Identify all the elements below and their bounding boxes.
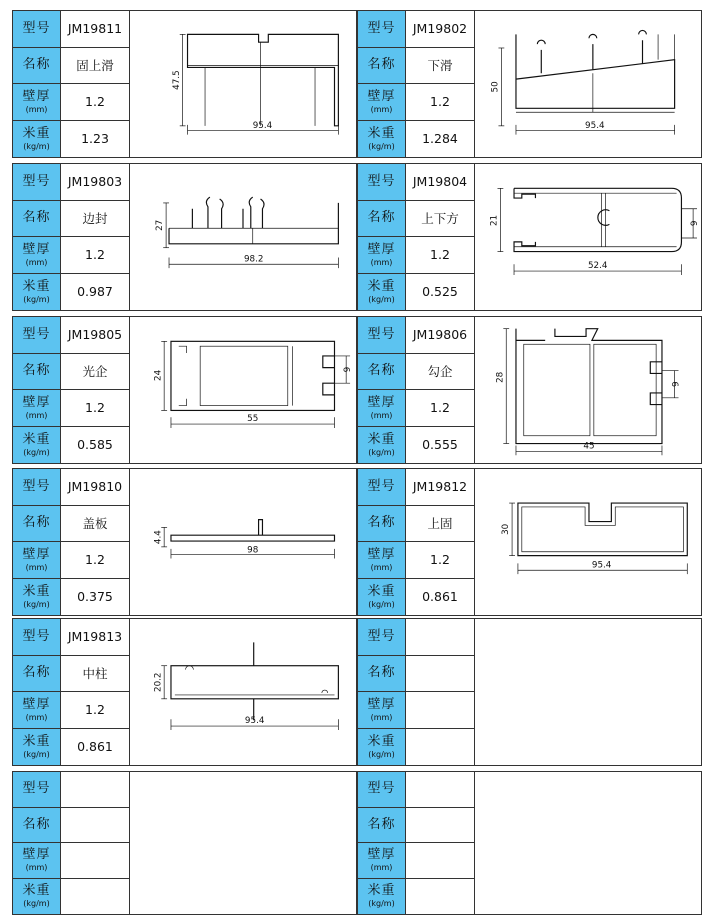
name-value-cell	[406, 48, 474, 85]
dimension-label: 98.2	[243, 254, 264, 265]
weight-value-cell	[406, 579, 474, 616]
value-column	[61, 164, 130, 310]
weight-unit: (kg/m)	[368, 599, 395, 609]
model-value: JM19810	[67, 479, 123, 495]
value-column	[406, 772, 475, 914]
model-value-cell	[61, 619, 129, 656]
model-label: 型号	[367, 478, 396, 494]
thickness-label-cell	[358, 843, 405, 879]
thickness-label-cell	[358, 237, 405, 274]
model-label-cell	[358, 772, 405, 808]
profile-cross-section	[130, 11, 356, 157]
profile-drawing	[475, 317, 701, 463]
thickness-label: 壁厚	[367, 847, 396, 863]
weight-label-cell	[358, 427, 405, 464]
thickness-value: 1.2	[430, 400, 450, 416]
model-label-cell	[358, 469, 405, 506]
profile-card-6	[357, 316, 702, 464]
model-value-cell	[61, 469, 129, 506]
value-column	[406, 164, 475, 310]
weight-value-cell	[61, 579, 129, 616]
name-label-cell	[358, 808, 405, 844]
weight-value: 0.525	[422, 284, 458, 300]
thickness-label: 壁厚	[22, 847, 51, 863]
weight-unit: (kg/m)	[23, 899, 50, 909]
thickness-value-cell	[61, 390, 129, 427]
profile-cross-section	[130, 469, 356, 615]
profile-drawing	[130, 619, 356, 765]
thickness-value-cell	[61, 843, 129, 879]
model-value: JM19813	[67, 629, 123, 645]
name-label-cell	[13, 656, 60, 693]
label-column	[358, 11, 406, 157]
weight-label: 米重	[22, 278, 51, 294]
thickness-unit: (mm)	[370, 863, 393, 873]
model-label: 型号	[367, 628, 396, 644]
dimension-label: 4.4	[153, 530, 164, 545]
dimension-label: 98	[247, 545, 259, 556]
profile-drawing	[475, 619, 701, 765]
weight-value-cell	[61, 274, 129, 311]
thickness-label-cell	[358, 692, 405, 729]
thickness-value-cell	[406, 390, 474, 427]
name-label: 名称	[367, 363, 396, 379]
label-column	[13, 11, 61, 157]
model-value-cell	[406, 772, 474, 808]
value-column	[61, 11, 130, 157]
thickness-unit: (mm)	[370, 104, 393, 114]
name-label-cell	[13, 506, 60, 543]
thickness-label-cell	[13, 84, 60, 121]
model-label-cell	[358, 11, 405, 48]
name-label-cell	[358, 201, 405, 238]
thickness-label-cell	[358, 84, 405, 121]
name-label-cell	[13, 354, 60, 391]
weight-label-cell	[13, 579, 60, 616]
model-label: 型号	[367, 781, 396, 797]
dimension-label: 47.5	[171, 70, 182, 90]
weight-label-cell	[13, 879, 60, 915]
dimension-label: 28	[495, 371, 506, 383]
model-value-cell	[406, 11, 474, 48]
name-value: 固上滑	[76, 58, 114, 74]
profile-card-4	[357, 163, 702, 311]
thickness-label: 壁厚	[367, 546, 396, 562]
profile-drawing	[130, 317, 356, 463]
name-value-cell	[406, 506, 474, 543]
model-value: JM19812	[412, 479, 468, 495]
thickness-label: 壁厚	[22, 88, 51, 104]
weight-unit: (kg/m)	[23, 599, 50, 609]
model-value-cell	[406, 164, 474, 201]
name-label: 名称	[367, 210, 396, 226]
dimension-label: 9	[343, 366, 354, 373]
thickness-value-cell	[61, 692, 129, 729]
weight-label: 米重	[367, 883, 396, 899]
name-label: 名称	[22, 816, 51, 832]
thickness-value-cell	[61, 542, 129, 579]
name-value-cell	[61, 808, 129, 844]
dimension-label: 95.4	[585, 120, 605, 131]
weight-label: 米重	[22, 125, 51, 141]
model-label-cell	[13, 469, 60, 506]
thickness-unit: (mm)	[25, 562, 48, 572]
thickness-value-cell	[406, 84, 474, 121]
profile-card-5	[12, 316, 357, 464]
thickness-label: 壁厚	[367, 394, 396, 410]
model-value-cell	[61, 11, 129, 48]
dimension-label: 95.4	[591, 560, 612, 571]
name-label: 名称	[22, 363, 51, 379]
model-value: JM19803	[67, 174, 123, 190]
weight-label-cell	[13, 729, 60, 766]
profile-cross-section	[475, 469, 701, 615]
thickness-value-cell	[406, 843, 474, 879]
thickness-label: 壁厚	[367, 696, 396, 712]
weight-unit: (kg/m)	[368, 899, 395, 909]
weight-value: 1.23	[81, 131, 109, 147]
name-label: 名称	[367, 665, 396, 681]
thickness-label-cell	[13, 692, 60, 729]
value-column	[406, 619, 475, 765]
weight-label: 米重	[367, 278, 396, 294]
thickness-label-cell	[13, 843, 60, 879]
model-value: JM19802	[412, 21, 468, 37]
weight-value-cell	[406, 729, 474, 766]
model-value: JM19811	[67, 21, 123, 37]
thickness-unit: (mm)	[370, 257, 393, 267]
thickness-value-cell	[61, 237, 129, 274]
label-column	[358, 619, 406, 765]
name-value-cell	[61, 48, 129, 85]
weight-label-cell	[13, 121, 60, 158]
thickness-value: 1.2	[85, 400, 105, 416]
profile-cross-section	[130, 164, 356, 310]
model-label: 型号	[22, 20, 51, 36]
weight-value: 0.585	[77, 437, 113, 453]
thickness-unit: (mm)	[370, 410, 393, 420]
thickness-value-cell	[406, 542, 474, 579]
value-column	[61, 772, 130, 914]
dimension-label: 24	[153, 369, 164, 381]
name-value: 下滑	[427, 58, 453, 74]
weight-label: 米重	[22, 733, 51, 749]
dimension-label: 9	[671, 381, 682, 387]
name-value: 上固	[427, 516, 453, 532]
profile-cross-section	[130, 619, 356, 765]
name-label-cell	[358, 354, 405, 391]
label-column	[13, 164, 61, 310]
label-column	[13, 317, 61, 463]
model-label: 型号	[22, 628, 51, 644]
profile-drawing	[475, 772, 701, 914]
name-value: 中柱	[82, 666, 108, 682]
weight-label: 米重	[367, 733, 396, 749]
profile-drawing	[475, 11, 701, 157]
thickness-value: 1.2	[430, 247, 450, 263]
name-value: 盖板	[82, 516, 108, 532]
name-value: 上下方	[421, 211, 459, 227]
weight-label: 米重	[22, 883, 51, 899]
model-value-cell	[61, 317, 129, 354]
model-value: JM19804	[412, 174, 468, 190]
thickness-label: 壁厚	[22, 394, 51, 410]
dimension-label: 95.4	[244, 716, 265, 727]
profile-card-8	[357, 468, 702, 616]
name-value: 勾企	[427, 364, 453, 380]
weight-value: 0.861	[422, 589, 458, 605]
weight-value: 1.284	[422, 131, 458, 147]
model-label: 型号	[22, 326, 51, 342]
thickness-value: 1.2	[85, 552, 105, 568]
profile-card-7	[12, 468, 357, 616]
name-value-cell	[406, 201, 474, 238]
name-value-cell	[406, 808, 474, 844]
value-column	[61, 469, 130, 615]
model-label-cell	[13, 11, 60, 48]
name-value-cell	[61, 354, 129, 391]
name-value-cell	[406, 354, 474, 391]
model-value: JM19805	[67, 327, 123, 343]
name-label-cell	[13, 201, 60, 238]
weight-unit: (kg/m)	[368, 447, 395, 457]
profile-card-2	[357, 10, 702, 158]
weight-value: 0.375	[77, 589, 113, 605]
model-value-cell	[406, 619, 474, 656]
thickness-unit: (mm)	[25, 104, 48, 114]
model-value-cell	[61, 164, 129, 201]
profile-cross-section	[475, 11, 701, 157]
value-column	[61, 317, 130, 463]
dimension-label: 9	[690, 220, 701, 227]
weight-value: 0.555	[422, 437, 458, 453]
weight-value-cell	[406, 879, 474, 915]
weight-unit: (kg/m)	[23, 294, 50, 304]
dimension-label: 27	[155, 219, 166, 231]
thickness-unit: (mm)	[370, 562, 393, 572]
label-column	[13, 469, 61, 615]
weight-label-cell	[358, 579, 405, 616]
weight-label: 米重	[22, 431, 51, 447]
thickness-unit: (mm)	[25, 712, 48, 722]
thickness-label: 壁厚	[367, 241, 396, 257]
thickness-value: 1.2	[430, 552, 450, 568]
dimension-label: 21	[489, 214, 500, 227]
thickness-label-cell	[13, 542, 60, 579]
label-column	[13, 772, 61, 914]
model-label: 型号	[22, 173, 51, 189]
profile-cross-section	[475, 317, 701, 463]
thickness-unit: (mm)	[25, 863, 48, 873]
name-label-cell	[358, 506, 405, 543]
name-label: 名称	[367, 515, 396, 531]
name-label-cell	[358, 656, 405, 693]
profile-drawing	[130, 469, 356, 615]
weight-label-cell	[13, 427, 60, 464]
dimension-label: 20.2	[153, 672, 164, 693]
weight-unit: (kg/m)	[368, 749, 395, 759]
weight-unit: (kg/m)	[368, 141, 395, 151]
profile-card-10	[357, 618, 702, 766]
model-label: 型号	[367, 20, 396, 36]
thickness-label-cell	[358, 542, 405, 579]
name-label-cell	[13, 808, 60, 844]
name-label: 名称	[22, 665, 51, 681]
weight-label-cell	[358, 729, 405, 766]
name-value: 光企	[82, 364, 108, 380]
weight-label-cell	[358, 274, 405, 311]
thickness-unit: (mm)	[25, 410, 48, 420]
name-value-cell	[406, 656, 474, 693]
dimension-label: 45	[583, 441, 595, 452]
dimension-label: 52.4	[587, 261, 608, 272]
model-label: 型号	[367, 326, 396, 342]
label-column	[358, 469, 406, 615]
value-column	[406, 11, 475, 157]
weight-value-cell	[61, 729, 129, 766]
name-label: 名称	[22, 515, 51, 531]
weight-label-cell	[358, 121, 405, 158]
thickness-unit: (mm)	[25, 257, 48, 267]
model-label-cell	[13, 772, 60, 808]
model-label-cell	[13, 164, 60, 201]
name-label: 名称	[367, 57, 396, 73]
weight-value-cell	[61, 879, 129, 915]
weight-value-cell	[406, 274, 474, 311]
dimension-label: 55	[247, 414, 259, 425]
thickness-label: 壁厚	[22, 696, 51, 712]
thickness-label-cell	[358, 390, 405, 427]
name-value-cell	[61, 506, 129, 543]
weight-label: 米重	[367, 431, 396, 447]
weight-label-cell	[358, 879, 405, 915]
weight-label-cell	[13, 274, 60, 311]
thickness-label-cell	[13, 390, 60, 427]
label-column	[358, 164, 406, 310]
profile-cross-section	[130, 317, 356, 463]
weight-unit: (kg/m)	[23, 141, 50, 151]
model-value-cell	[406, 317, 474, 354]
weight-value: 0.987	[77, 284, 113, 300]
thickness-value: 1.2	[85, 702, 105, 718]
profile-drawing	[130, 772, 356, 914]
thickness-value: 1.2	[85, 94, 105, 110]
weight-unit: (kg/m)	[368, 294, 395, 304]
model-label: 型号	[367, 173, 396, 189]
dimension-label: 50	[490, 81, 501, 93]
profile-drawing	[130, 164, 356, 310]
thickness-value: 1.2	[85, 247, 105, 263]
thickness-value-cell	[406, 237, 474, 274]
value-column	[61, 619, 130, 765]
thickness-value-cell	[406, 692, 474, 729]
model-label-cell	[358, 317, 405, 354]
weight-value-cell	[406, 121, 474, 158]
thickness-label: 壁厚	[22, 241, 51, 257]
weight-label: 米重	[367, 125, 396, 141]
weight-unit: (kg/m)	[23, 749, 50, 759]
name-label-cell	[13, 48, 60, 85]
name-label-cell	[358, 48, 405, 85]
model-label-cell	[13, 317, 60, 354]
value-column	[406, 317, 475, 463]
dimension-label: 95.4	[252, 120, 273, 131]
thickness-value: 1.2	[430, 94, 450, 110]
label-column	[13, 619, 61, 765]
name-label: 名称	[22, 57, 51, 73]
model-label-cell	[13, 619, 60, 656]
model-label: 型号	[22, 781, 51, 797]
thickness-unit: (mm)	[370, 712, 393, 722]
dimension-label: 30	[501, 523, 512, 535]
thickness-label: 壁厚	[22, 546, 51, 562]
model-value: JM19806	[412, 327, 468, 343]
profile-drawing	[475, 164, 701, 310]
profile-cross-section	[475, 164, 701, 310]
name-label: 名称	[367, 816, 396, 832]
weight-label: 米重	[367, 583, 396, 599]
weight-value: 0.861	[77, 739, 113, 755]
name-value-cell	[61, 201, 129, 238]
profile-card-9	[12, 618, 357, 766]
profile-card-11	[12, 771, 357, 915]
name-value-cell	[61, 656, 129, 693]
model-label-cell	[358, 164, 405, 201]
model-label: 型号	[22, 478, 51, 494]
profile-drawing	[130, 11, 356, 157]
weight-label: 米重	[22, 583, 51, 599]
profile-card-1	[12, 10, 357, 158]
thickness-label-cell	[13, 237, 60, 274]
weight-unit: (kg/m)	[23, 447, 50, 457]
model-value-cell	[406, 469, 474, 506]
profile-card-12	[357, 771, 702, 915]
weight-value-cell	[61, 427, 129, 464]
thickness-value-cell	[61, 84, 129, 121]
value-column	[406, 469, 475, 615]
label-column	[358, 772, 406, 914]
model-value-cell	[61, 772, 129, 808]
model-label-cell	[358, 619, 405, 656]
thickness-label: 壁厚	[367, 88, 396, 104]
profile-card-3	[12, 163, 357, 311]
profile-drawing	[475, 469, 701, 615]
weight-value-cell	[406, 427, 474, 464]
name-label: 名称	[22, 210, 51, 226]
label-column	[358, 317, 406, 463]
weight-value-cell	[61, 121, 129, 158]
name-value: 边封	[82, 211, 108, 227]
